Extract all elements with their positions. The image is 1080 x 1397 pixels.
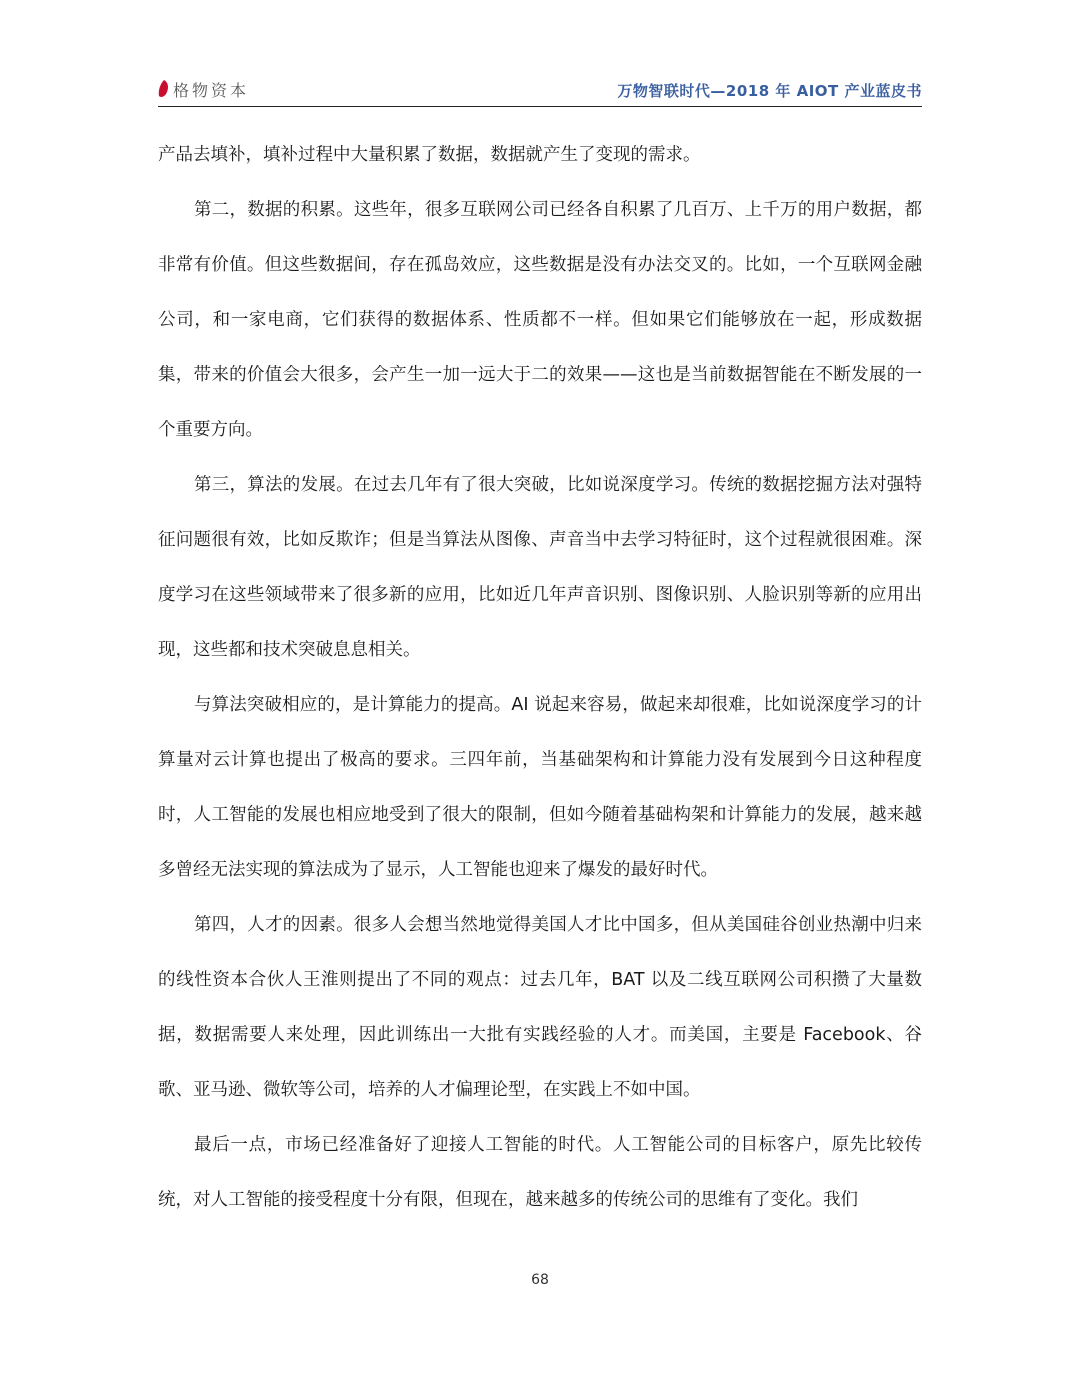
page-header: [158, 72, 922, 107]
paragraph: 第二，数据的积累。这些年，很多互联网公司已经各自积累了几百万、上千万的用户数据，都非常有价值。但这些数据间，存在孤岛效应，这些数据是没有办法交叉的。比如，一个互联网金融公司，和一家电商，它们获得的数据体系、性质都不一样。但如果它们能够放在一起，形成数据集，带来的价值会大很多，会产生一加一远大于二的效果——这也是当前数据智能在不断发展的一个重要方向。: [158, 200, 922, 440]
body-text: [158, 128, 922, 1228]
logo: [158, 76, 249, 102]
paragraph: 最后一点，市场已经准备好了迎接人工智能的时代。人工智能公司的目标客户，原先比较传统，对人工智能的接受程度十分有限，但现在，越来越多的传统公司的思维有了变化。我们: [158, 1135, 922, 1210]
logo-mark-icon: [158, 79, 169, 99]
paragraph: 第四，人才的因素。很多人会想当然地觉得美国人才比中国多，但从美国硅谷创业热潮中归来的线性资本合伙人王淮则提出了不同的观点：过去几年，BAT 以及二线互联网公司积攒了大量数据，数据需要人来处理，因此训练出一大批有实践经验的人才。而美国，主要是 Facebook、谷歌、亚马逊、微软等公司，培养的人才偏理论型，在实践上不如中国。: [158, 915, 922, 1100]
logo-text: 格物资本: [173, 80, 250, 100]
document-title: 万物智联时代—2018 年 AIOT 产业蓝皮书: [617, 82, 922, 100]
paragraph: 产品去填补，填补过程中大量积累了数据，数据就产生了变现的需求。: [158, 145, 701, 165]
paragraph: 第三，算法的发展。在过去几年有了很大突破，比如说深度学习。传统的数据挖掘方法对强特征问题很有效，比如反欺诈；但是当算法从图像、声音当中去学习特征时，这个过程就很困难。深度学习在这些领域带来了很多新的应用，比如近几年声音识别、图像识别、人脸识别等新的应用出现，这些都和技术突破息息相关。: [158, 475, 922, 660]
page-number: 68: [531, 1272, 549, 1288]
paragraph: 与算法突破相应的，是计算能力的提高。AI 说起来容易，做起来却很难，比如说深度学习的计算量对云计算也提出了极高的要求。三四年前，当基础架构和计算能力没有发展到今日这种程度时，人工智能的发展也相应地受到了很大的限制，但如今随着基础构架和计算能力的发展，越来越多曾经无法实现的算法成为了显示，人工智能也迎来了爆发的最好时代。: [158, 695, 922, 880]
